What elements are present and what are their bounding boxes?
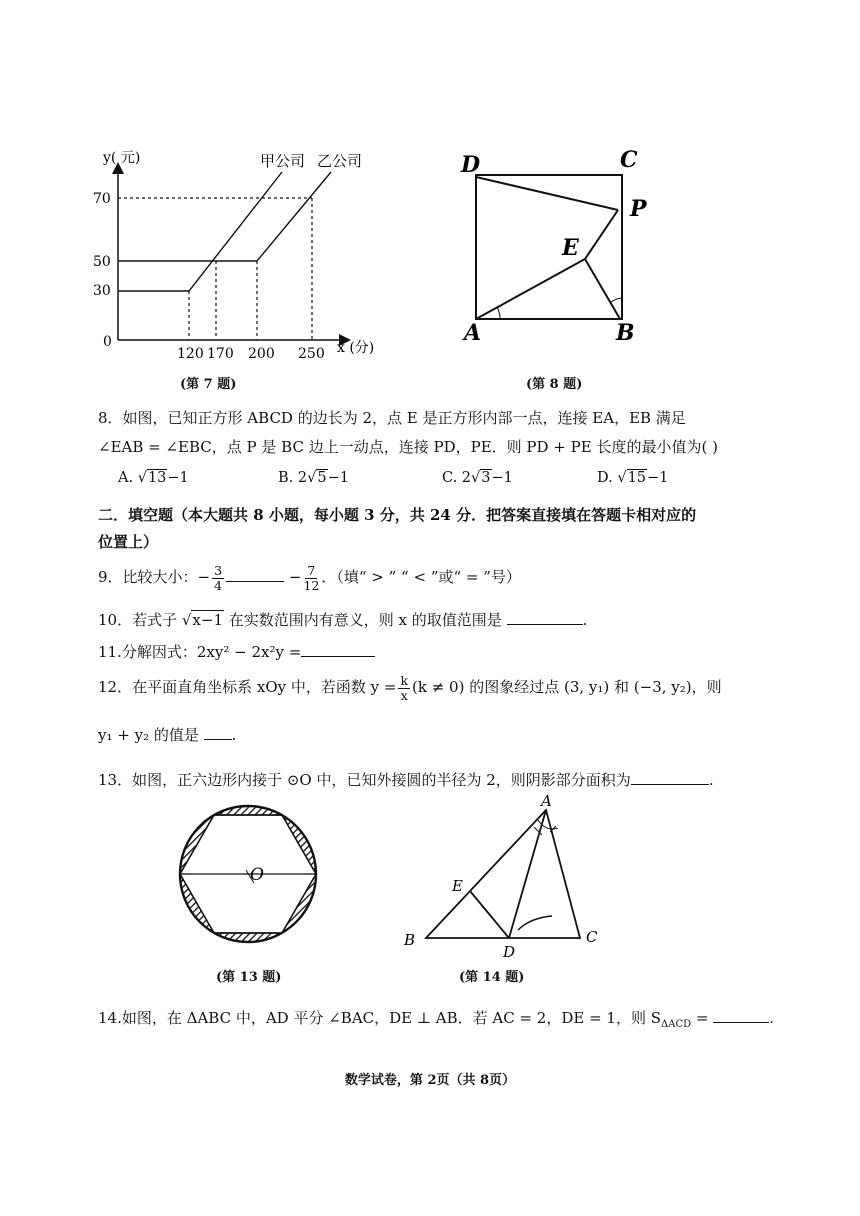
figure-14-triangle: [398, 790, 608, 960]
point-label-b: B: [616, 320, 635, 346]
section-2-heading-line-2: 位置上）: [98, 533, 159, 551]
page-footer: 数学试卷，第 2页（共 8页）: [344, 1073, 516, 1088]
x-tick-120: 120: [177, 346, 204, 362]
option-d: D. √15−1: [597, 470, 669, 486]
caption-fig-13: (第 13 题): [216, 970, 282, 985]
x-axis-label: x (分): [337, 340, 375, 356]
question-8-line-2: ∠EAB = ∠EBC，点 P 是 BC 边上一动点，连接 PD，PE．则 PD + PE 长度的最小值为( ): [98, 438, 718, 456]
perpendicular-de: [470, 891, 509, 938]
point-label-b: B: [404, 931, 416, 949]
point-label-d: D: [503, 943, 516, 960]
figure-7-graph: [85, 140, 405, 370]
question-14: 14.如图，在 ΔABC 中，AD 平分 ∠BAC，DE ⊥ AB．若 AC = 2，DE = 1，则 $S_{\Delta ACD}$ = .: [98, 1006, 774, 1036]
question-10: 10．若式子 √x−1 在实数范围内有意义，则 x 的取值范围是 .: [98, 608, 587, 631]
triangle-abc: [426, 810, 580, 938]
question-11: 11.分解因式：2xy² − 2x²y =: [98, 640, 375, 663]
y-tick-70: 70: [93, 191, 111, 207]
question-8-line-1: 8．如图，已知正方形 ABCD 的边长为 2，点 E 是正方形内部一点，连接 EA，EB 满足: [98, 409, 686, 427]
y-axis-label: y( 元): [103, 150, 141, 166]
y-tick-50: 50: [93, 254, 111, 270]
center-label-o: O: [250, 865, 264, 885]
point-label-e: E: [452, 877, 463, 895]
point-label-c: C: [620, 147, 638, 173]
series-label-jia: 甲公司: [260, 152, 306, 170]
figure-13-hexagon-circle: [170, 800, 330, 948]
y-tick-30: 30: [93, 283, 111, 299]
question-12-line-2: y₁ + y₂ 的值是 .: [98, 723, 236, 746]
point-label-a: A: [464, 320, 482, 346]
x-tick-250: 250: [298, 346, 325, 362]
caption-fig-8: (第 8 题): [526, 377, 583, 392]
segment-dp: [476, 177, 618, 210]
segment-eb: [585, 259, 620, 319]
caption-fig-7: (第 7 题): [180, 377, 237, 392]
x-tick-170: 170: [207, 346, 234, 362]
point-label-c: C: [586, 928, 598, 946]
question-13: 13．如图，正六边形内接于 ⊙O 中，已知外接圆的半径为 2，则阴影部分面积为 .: [98, 768, 714, 791]
angle-mark-a: [497, 307, 500, 319]
segment-ea: [476, 259, 585, 319]
option-c: C. 2√3−1: [442, 470, 513, 486]
point-label-e: E: [562, 235, 579, 261]
point-label-p: P: [630, 196, 647, 222]
arc-mark-d: [518, 916, 552, 930]
option-a: A. √13−1: [118, 470, 189, 486]
segment-pe: [585, 210, 618, 259]
point-label-d: D: [461, 152, 481, 178]
option-b: B. 2√5−1: [278, 470, 349, 486]
question-12-line-1: 12．在平面直角坐标系 xOy 中，若函数 y = $\frac{k}{x}$ (k ≠ 0) 的图象经过点 (3, y₁) 和 (−3, y₂)，则: [98, 672, 722, 703]
x-tick-200: 200: [248, 346, 275, 362]
square-abcd: [476, 175, 622, 319]
figure-8-square: [458, 140, 658, 350]
caption-fig-14: (第 14 题): [459, 970, 525, 985]
y-tick-0: 0: [103, 334, 112, 350]
series-label-yi: 乙公司: [317, 152, 363, 170]
question-9: 9．比较大小：− $\frac{3}{4}$ − $\frac{7}{12}$ ．（填“ > ” “ < ”或“ = ”号）: [98, 562, 521, 593]
angle-mark-b: [610, 298, 622, 303]
series-yi-line: [118, 172, 331, 261]
point-label-a: A: [541, 792, 552, 810]
section-2-heading-line-1: 二．填空题（本大题共 8 小题，每小题 3 分，共 24 分．把答案直接填在答题卡相对应的: [98, 506, 697, 524]
